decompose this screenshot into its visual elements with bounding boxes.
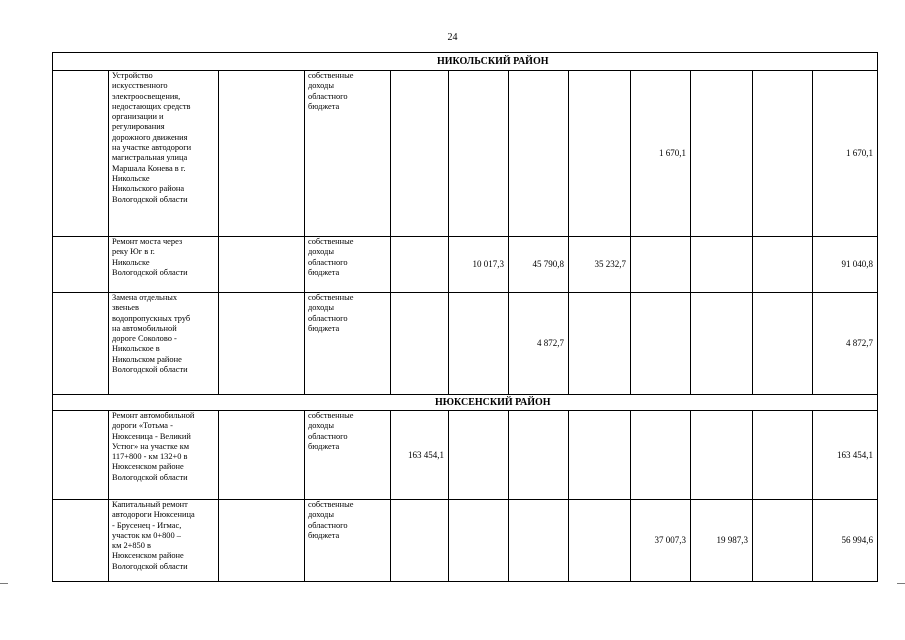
funding-source-cell: собственные доходы областного бюджета [305, 411, 391, 500]
extra-cell [219, 71, 305, 237]
row-index-cell [53, 500, 109, 582]
total-cell: 4 872,7 [813, 293, 878, 395]
row-index-cell [53, 411, 109, 500]
table-row [53, 237, 878, 293]
value-cell: 1 670,1 [631, 71, 691, 237]
value-cell [391, 293, 449, 395]
value-cell [569, 411, 631, 500]
value-cell [753, 293, 813, 395]
row-index-cell [53, 293, 109, 395]
value-cell: 4 872,7 [509, 293, 569, 395]
total-cell: 91 040,8 [813, 237, 878, 293]
extra-cell [219, 411, 305, 500]
object-name-cell: Ремонт автомобильной дороги «Тотьма - Нюксеница - Великий Устюг» на участке км 117+800 - км 132+0 в Нюксенском районе Вологодской области [109, 411, 219, 500]
district-header-row [53, 395, 878, 411]
row-index-cell [53, 237, 109, 293]
object-name-cell: Ремонт моста через реку Юг в г. Никольске Вологодской области [109, 237, 219, 293]
scan-edge-mark [897, 583, 905, 584]
value-cell [509, 411, 569, 500]
value-cell [391, 71, 449, 237]
value-cell [631, 411, 691, 500]
budget-table [52, 52, 878, 582]
value-cell [569, 71, 631, 237]
object-name-cell: Капитальный ремонт автодороги Нюксеница - Брусенец - Игмас, участок км 0+800 – км 2+850 в Нюксенском районе Вологодской области [109, 500, 219, 582]
value-cell: 163 454,1 [391, 411, 449, 500]
district-header-row [53, 53, 878, 71]
value-cell [753, 237, 813, 293]
funding-source-cell: собственные доходы областного бюджета [305, 500, 391, 582]
page-number: 24 [447, 32, 458, 43]
value-cell [509, 71, 569, 237]
value-cell [449, 411, 509, 500]
table-row [53, 411, 878, 500]
scan-edge-mark [0, 583, 8, 584]
funding-source-cell: собственные доходы областного бюджета [305, 293, 391, 395]
district-header-blank [53, 395, 109, 411]
table-row [53, 71, 878, 237]
value-cell [449, 500, 509, 582]
table-row [53, 293, 878, 395]
value-cell [753, 71, 813, 237]
row-index-cell [53, 71, 109, 237]
value-cell [391, 500, 449, 582]
extra-cell [219, 237, 305, 293]
district-header-blank [53, 53, 109, 71]
value-cell [691, 237, 753, 293]
value-cell [449, 293, 509, 395]
value-cell [753, 500, 813, 582]
value-cell [509, 500, 569, 582]
object-name-cell: Замена отдельных звеньев водопропускных труб на автомобильной дороге Соколово - Никольское в Никольском районе Вологодской области [109, 293, 219, 395]
value-cell [569, 293, 631, 395]
district-title: НЮКСЕНСКИЙ РАЙОН [109, 395, 878, 411]
funding-source-cell: собственные доходы областного бюджета [305, 71, 391, 237]
value-cell: 35 232,7 [569, 237, 631, 293]
value-cell [691, 411, 753, 500]
value-cell: 19 987,3 [691, 500, 753, 582]
total-cell: 56 994,6 [813, 500, 878, 582]
value-cell [691, 71, 753, 237]
value-cell: 10 017,3 [449, 237, 509, 293]
object-name-cell: Устройство искусственного электроосвещения, недостающих средств организации и регулирования дорожного движения на участке автодороги магистральная улица Маршала Конева в г. Никольске Никольского района Вологодской области [109, 71, 219, 237]
value-cell [631, 237, 691, 293]
extra-cell [219, 500, 305, 582]
district-title: НИКОЛЬСКИЙ РАЙОН [109, 53, 878, 71]
value-cell: 37 007,3 [631, 500, 691, 582]
funding-source-cell: собственные доходы областного бюджета [305, 237, 391, 293]
total-cell: 1 670,1 [813, 71, 878, 237]
value-cell [631, 293, 691, 395]
value-cell [569, 500, 631, 582]
value-cell [753, 411, 813, 500]
extra-cell [219, 293, 305, 395]
value-cell [449, 71, 509, 237]
total-cell: 163 454,1 [813, 411, 878, 500]
value-cell [691, 293, 753, 395]
value-cell: 45 790,8 [509, 237, 569, 293]
value-cell [391, 237, 449, 293]
table-row [53, 500, 878, 582]
